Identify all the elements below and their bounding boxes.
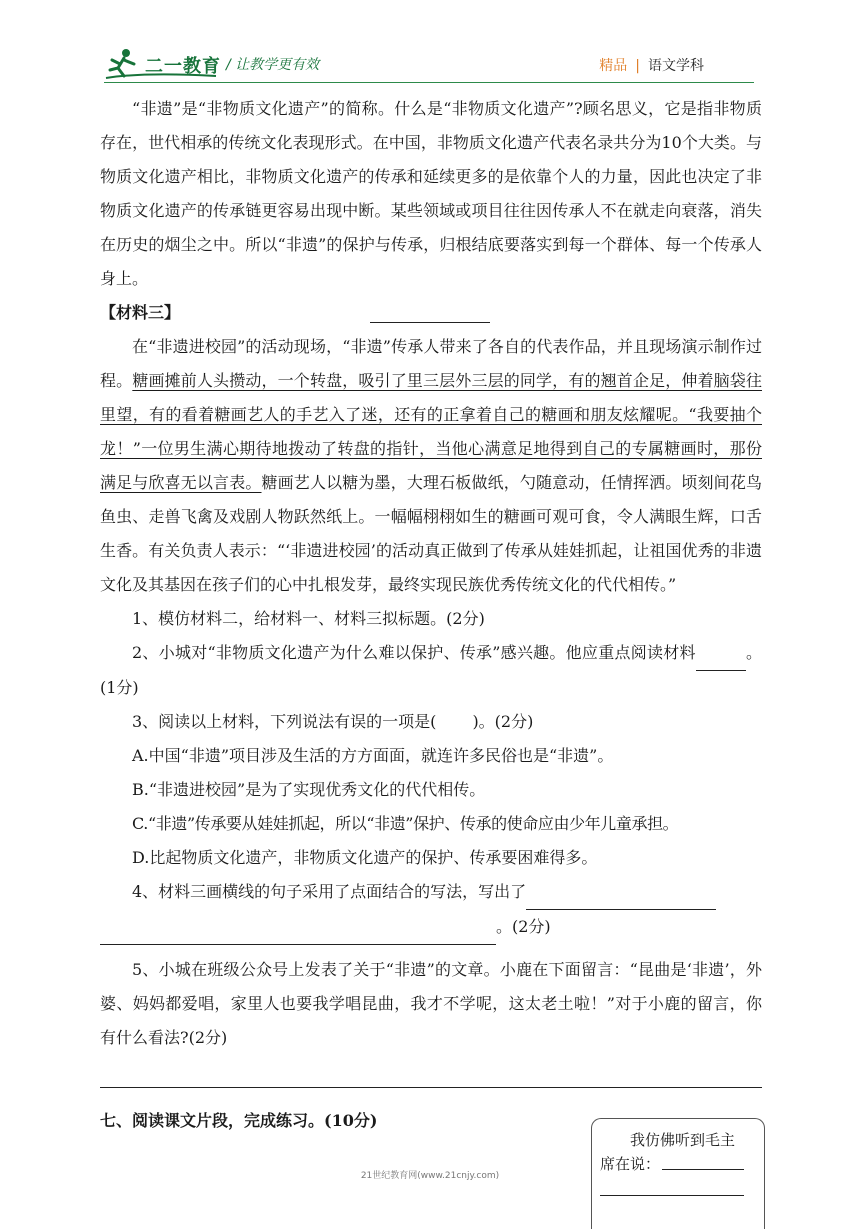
document-body bbox=[100, 92, 762, 1088]
header-separator: | bbox=[635, 58, 640, 74]
brand-slogan: / 让教学更有效 bbox=[226, 57, 320, 73]
question-3-answer-space[interactable] bbox=[436, 705, 472, 739]
option-c: C.“非遗”传承要从娃娃抓起，所以“非遗”保护、传承的使命应由少年儿童承担。 bbox=[132, 814, 679, 833]
question-3-text: 3、阅读以上材料，下列说法有误的一项是( bbox=[132, 712, 437, 731]
material3-text-before: 在“非遗进校园”的活动现场，“非遗”传承人带来了各自的代表作品，并且现场演示制作过程。 bbox=[100, 337, 762, 390]
question-1: 1、模仿材料二，给材料一、材料三拟标题。(2分) bbox=[132, 609, 485, 628]
brand-name: 二一教育 bbox=[145, 56, 221, 77]
section-7-title: 七、阅读课文片段，完成练习。(10分) bbox=[100, 1111, 378, 1130]
option-b: B.“非遗进校园”是为了实现优秀文化的代代相传。 bbox=[132, 780, 486, 799]
note-line-2: 席在说： bbox=[600, 1155, 661, 1173]
note-blank-2[interactable] bbox=[600, 1195, 744, 1196]
question-5-answer-line[interactable] bbox=[100, 1087, 762, 1088]
material3-title: 【材料三】 bbox=[100, 303, 181, 322]
material3-text-after: 糖画艺人以糖为墨，大理石板做纸，勺随意动，任情挥洒。顷刻间花鸟鱼虫、走兽飞禽及戏剧人物跃然纸上。一幅幅栩栩如生的糖画可观可食，令人满眼生辉，口舌生香。有关负责人表示：“‘非遗进校园’的活动真正做到了传承从娃娃抓起，让祖国优秀的非遗文化及其基因在孩子们的心中扎根发芽，最终实现民族优秀传统文化的代代相传。” bbox=[100, 473, 762, 594]
title-blank-line bbox=[370, 322, 490, 323]
material3-heading bbox=[100, 296, 762, 330]
question-3-score: )。(2分) bbox=[472, 712, 534, 731]
question-4-blank-2[interactable] bbox=[100, 910, 496, 945]
question-2-score: 。(1分) bbox=[100, 643, 762, 697]
option-a: A.中国“非遗”项目涉及生活的方方面面，就连许多民俗也是“非遗”。 bbox=[132, 746, 614, 765]
question-5: 5、小城在班级公众号上发表了关于“非遗”的文章。小鹿在下面留言：“昆曲是‘非遗’，外婆、妈妈都爱唱，家里人也要我学唱昆曲，我才不学呢，这太老土啦！”对于小鹿的留言，你有什么看法?(2分) bbox=[100, 960, 762, 1047]
question-4-line-2 bbox=[100, 910, 762, 945]
header-divider bbox=[104, 82, 754, 83]
question-4-text: 4、材料三画横线的句子采用了点面结合的写法，写出了 bbox=[132, 882, 527, 901]
page-header bbox=[0, 0, 860, 90]
premium-label: 精品 bbox=[599, 58, 628, 74]
question-3 bbox=[100, 705, 762, 739]
question-2-text: 2、小城对“非物质文化遗产为什么难以保护、传承”感兴趣。他应重点阅读材料 bbox=[132, 643, 696, 662]
subject-label: 语文学科 bbox=[648, 58, 704, 74]
question-2 bbox=[100, 636, 762, 705]
option-d: D.比起物质文化遗产，非物质文化遗产的保护、传承要困难得多。 bbox=[132, 848, 598, 867]
question-2-blank[interactable] bbox=[696, 636, 746, 671]
question-4 bbox=[100, 875, 762, 910]
page-footer: 21世纪教育网(www.21cnjy.com) bbox=[360, 1171, 500, 1181]
question-4-blank-1[interactable] bbox=[526, 875, 716, 910]
material3-paragraph bbox=[100, 330, 762, 602]
header-right bbox=[599, 55, 704, 75]
question-4-score: 。(2分) bbox=[496, 917, 551, 936]
intro-paragraph: “非遗”是“非物质文化遗产”的简称。什么是“非物质文化遗产”?顾名思义，它是指非物质存在，世代相承的传统文化表现形式。在中国，非物质文化遗产代表名录共分为10个大类。与物质文化遗产相比，非物质文化遗产的传承和延续更多的是依靠个人的力量，因此也决定了非物质文化遗产的传承链更容易出现中断。某些领域或项目往往因传承人不在就走向衰落，消失在历史的烟尘之中。所以“非遗”的保护与传承，归根结底要落实到每一个群体、每一个传承人身上。 bbox=[100, 99, 762, 288]
material3-underlined-text: 糖画摊前人头攒动，一个转盘，吸引了里三层外三层的同学，有的翘首企足，伸着脑袋往里望，有的看着糖画艺人的手艺入了迷，还有的正拿着自己的糖画和朋友炫耀呢。“我要抽个龙！”一位男生满心期待地拨动了转盘的指针，当他心满意足地得到自己的专属糖画时，那份满足与欣喜无以言表。 bbox=[100, 371, 762, 492]
note-line-1: 我仿佛听到毛主 bbox=[630, 1131, 736, 1149]
